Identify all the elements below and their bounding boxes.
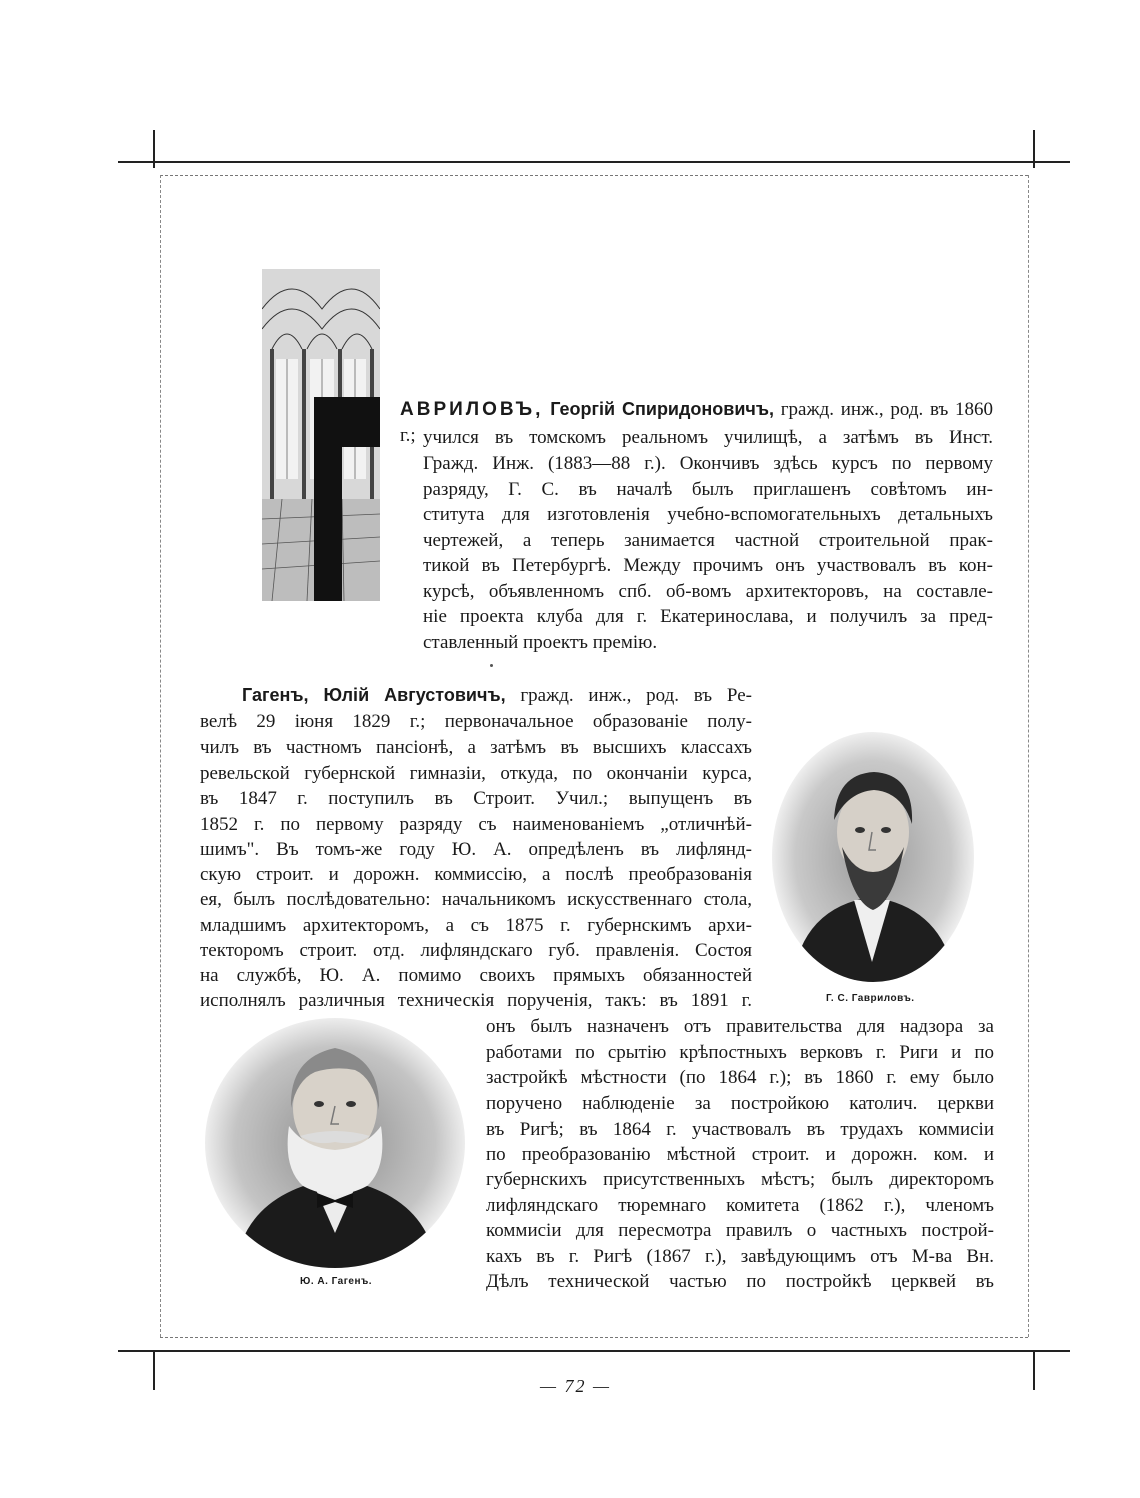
frame-left-dashed bbox=[160, 175, 161, 1337]
hagen-line: поручено наблюденіе за постройкою католич. церкви bbox=[486, 1093, 994, 1114]
gavrilov-line: ніе проекта клуба для г. Екатеринослава, и получилъ за пред- bbox=[423, 606, 993, 627]
hagen-line: текторомъ строит. отд. лифляндскаго губ. правленія. Состоя bbox=[200, 940, 752, 961]
hagen-line: младшимъ архитекторомъ, а съ 1875 г. губернскимъ архи- bbox=[200, 915, 752, 936]
hagen-text: гражд. инж., род. въ Ре- bbox=[520, 685, 752, 706]
separator-dot bbox=[490, 664, 493, 667]
gavrilov-line: Гражд. Инж. (1883—88 г.). Окончивъ здѣсь курсъ по первому bbox=[423, 453, 993, 474]
gavrilov-line: разряду, Г. С. въ началѣ былъ приглашенъ совѣтомъ ин- bbox=[423, 479, 993, 500]
gavrilov-surname: АВРИЛОВЪ, bbox=[400, 399, 544, 420]
hagen-line: ревельской губернской гимназіи, откуда, по окончаніи курса, bbox=[200, 763, 752, 784]
hagen-line-0 bbox=[242, 683, 752, 709]
hagen-line: губернскихъ присутственныхъ мѣстъ; былъ директоромъ bbox=[486, 1169, 994, 1190]
gavrilov-line: ставленный проектъ премію. bbox=[423, 632, 658, 653]
hagen-line: кахъ въ г. Ригѣ (1867 г.), завѣдующимъ отъ М-ва Вн. bbox=[486, 1246, 994, 1267]
frame-top-dashed bbox=[160, 175, 1028, 176]
hagen-line: коммисіи для пересмотра правилъ о частныхъ построй- bbox=[486, 1220, 994, 1241]
hagen-line: работами по срытію крѣпостныхъ верковъ г. Риги и по bbox=[486, 1042, 994, 1063]
page-number-value: 72 bbox=[564, 1376, 587, 1396]
hagen-line: въ Ригѣ; въ 1864 г. участвовалъ въ трудахъ коммисіи bbox=[486, 1119, 994, 1140]
hagen-line: шимъ". Въ томъ-же году Ю. А. опредѣленъ въ лифлянд- bbox=[200, 839, 752, 860]
gavrilov-line: чертежей, а теперь занимается частной строительной прак- bbox=[423, 530, 993, 551]
hagen-line: по преобразованію мѣстной строит. и дорожн. ком. и bbox=[486, 1144, 994, 1165]
gavrilov-line: тикой въ Петербургѣ. Между прочимъ онъ участвовалъ въ кон- bbox=[423, 555, 993, 576]
frame-bottom-rule bbox=[118, 1350, 1070, 1352]
hagen-line: велѣ 29 іюня 1829 г.; первоначальное образованіе полу- bbox=[200, 711, 752, 732]
hagen-line: ея, былъ послѣдовательно: начальникомъ искусственнаго стола, bbox=[200, 889, 752, 910]
hagen-line: чилъ въ частномъ пансіонѣ, а затѣмъ въ высшихъ классахъ bbox=[200, 737, 752, 758]
gavrilov-line: курсѣ, объявленномъ спб. об-вомъ архитекторовъ, на составле- bbox=[423, 581, 993, 602]
hagen-line: на службѣ, Ю. А. помимо своихъ прямыхъ обязанностей bbox=[200, 965, 752, 986]
gavrilov-line: ститута для изготовленія учебно-вспомогательныхъ детальныхъ bbox=[423, 504, 993, 525]
gavrilov-line: учился въ томскомъ реальномъ училищѣ, а затѣмъ въ Инст. bbox=[423, 427, 993, 448]
hagen-name: Гагенъ, Юлій Августовичъ, bbox=[242, 685, 506, 705]
page-number-dash-left: — bbox=[540, 1376, 565, 1396]
page-number bbox=[540, 1376, 611, 1397]
decorative-initial bbox=[262, 269, 380, 601]
frame-right-tick-bottom bbox=[1033, 1350, 1035, 1390]
hagen-line: скую строит. и дорожн. коммиссію, а послѣ преобразованія bbox=[200, 864, 752, 885]
hagen-caption: Ю. А. Гагенъ. bbox=[300, 1276, 373, 1287]
hagen-line: въ 1847 г. поступилъ въ Строит. Учил.; выпущенъ въ bbox=[200, 788, 752, 809]
hagen-line: онъ былъ назначенъ отъ правительства для надзора за bbox=[486, 1016, 994, 1037]
gavrilov-name: Георгій Спиридоновичъ, bbox=[550, 399, 774, 419]
cloister-illustration bbox=[262, 269, 380, 601]
gavrilov-text: гражд. инж., род. въ 1860 г.; bbox=[400, 399, 993, 446]
hagen-line: Дѣлъ технической частью по постройкѣ церквей въ bbox=[486, 1271, 994, 1292]
frame-right-dashed bbox=[1028, 175, 1029, 1337]
hagen-portrait bbox=[205, 1018, 465, 1268]
hagen-line: 1852 г. по первому разряду съ наименованіемъ „отличнѣй- bbox=[200, 814, 752, 835]
gavrilov-portrait bbox=[772, 732, 974, 982]
hagen-line: застройкѣ мѣстности (по 1864 г.); въ 1860 г. ему было bbox=[486, 1067, 994, 1088]
frame-top-rule bbox=[118, 161, 1070, 163]
gavrilov-caption: Г. С. Гавриловъ. bbox=[826, 993, 915, 1004]
hagen-line: лифляндскаго тюремнаго комитета (1862 г.), членомъ bbox=[486, 1195, 994, 1216]
hagen-line: исполнялъ различныя техническія порученія, такъ: въ 1891 г. bbox=[200, 990, 752, 1011]
page-number-dash-right: — bbox=[586, 1376, 612, 1396]
frame-left-tick-bottom bbox=[153, 1350, 155, 1390]
frame-bottom-dashed bbox=[160, 1337, 1028, 1338]
